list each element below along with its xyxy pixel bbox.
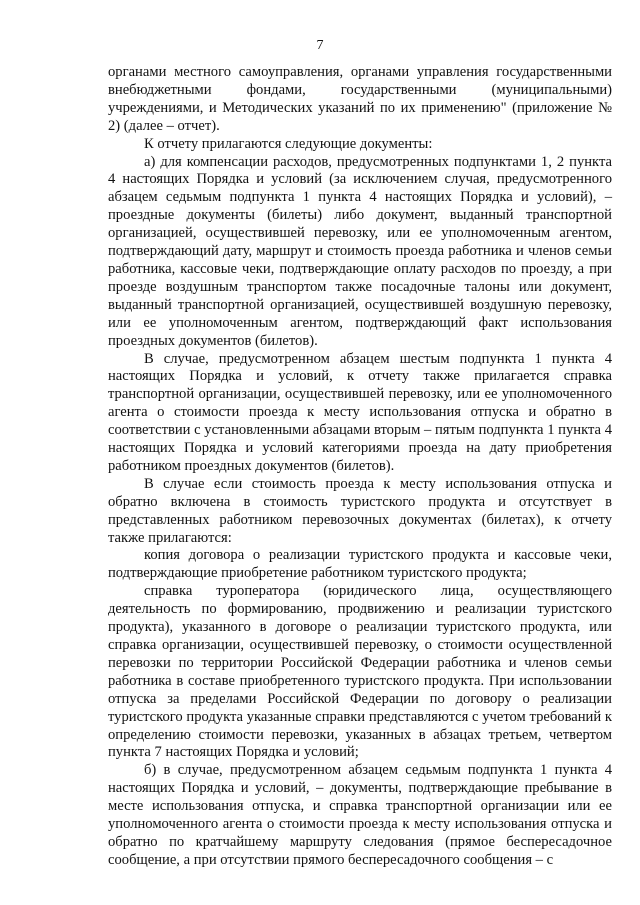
paragraph-case-tour-product: В случае если стоимость проезда к месту использования отпуска и обратно включена в стоимость туристского продукта и отсутствует в представленных работником перевозочных документах (билетах), к отчету также прилагаются:	[108, 475, 612, 546]
paragraph-item-b: б) в случае, предусмотренном абзацем седьмым подпункта 1 пункта 4 настоящих Порядка и условий, – документы, подтверждающие пребывание в месте использования отпуска, и справка транспортной организации или ее уполномоченного агента о стоимости проезда к месту использования отпуска и обратно по кратчайшему маршруту следования (прямое беспересадочное сообщение, а при отсутствии прямого беспересадочного сообщения – с	[108, 762, 612, 868]
paragraph-tour-operator-certificate: справка туроператора (юридического лица, осуществляющего деятельность по формированию, продвижению и реализации туристского продукта), указанного в договоре о реализации туристского продукта, или справка организации, осуществившей перевозку, о стоимости осуществленной перевозки по территории Российской Федерации работника и членов семьи работника в составе приобретенного туристского продукта. При использовании отпуска за пределами Российской Федерации по договору о реализации туристского продукта указанные справки представляются с учетом требований к определению стоимости перевозки, указанных в абзацах третьем, четвертом пункта 7 настоящих Порядка и условий;	[108, 583, 612, 761]
page-number: 7	[316, 38, 324, 53]
document-body	[108, 64, 612, 870]
paragraph-case-sixth: В случае, предусмотренном абзацем шестым подпункта 1 пункта 4 настоящих Порядка и условий, к отчету также прилагается справка транспортной организации, осуществившей перевозку, или ее уполномоченного агента о стоимости проезда к месту использования отпуска и обратно в соответствии с установленными абзацами вторым – пятым подпункта 1 пункта 4 настоящих Порядка и условий категориями проезда на дату приобретения работником проездных документов (билетов).	[108, 350, 612, 474]
paragraph-attachments-intro: К отчету прилагаются следующие документы:	[144, 135, 433, 152]
paragraph-continuation: органами местного самоуправления, органами управления государственными внебюджетными фондами, государственными (муниципальными) учреждениями, и Методических указаний по их применению" (приложение № 2) (далее – отчет).	[108, 64, 612, 134]
paragraph-contract-copy: копия договора о реализации туристского продукта и кассовые чеки, подтверждающие приобретение работником туристского продукта;	[108, 547, 612, 582]
paragraph-item-a: а) для компенсации расходов, предусмотренных подпунктами 1, 2 пункта 4 настоящих Порядка и условий (за исключением случая, предусмотренного абзацем седьмым подпункта 1 пункта 4 настоящих Порядка и условий), – проездные документы (билеты) либо документ, выданный транспортной организацией, осуществившей перевозку, или ее уполномоченным агентом, подтверждающий дату, маршрут и стоимость проезда работника и членов семьи работника, кассовые чеки, подтверждающие оплату расходов по проезду, а при проезде воздушным транспортом также посадочные талоны или документ, выданный транспортной организацией, осуществившей воздушную перевозку, или ее уполномоченным агентом, подтверждающий факт использования проездных документов (билетов).	[108, 153, 612, 349]
